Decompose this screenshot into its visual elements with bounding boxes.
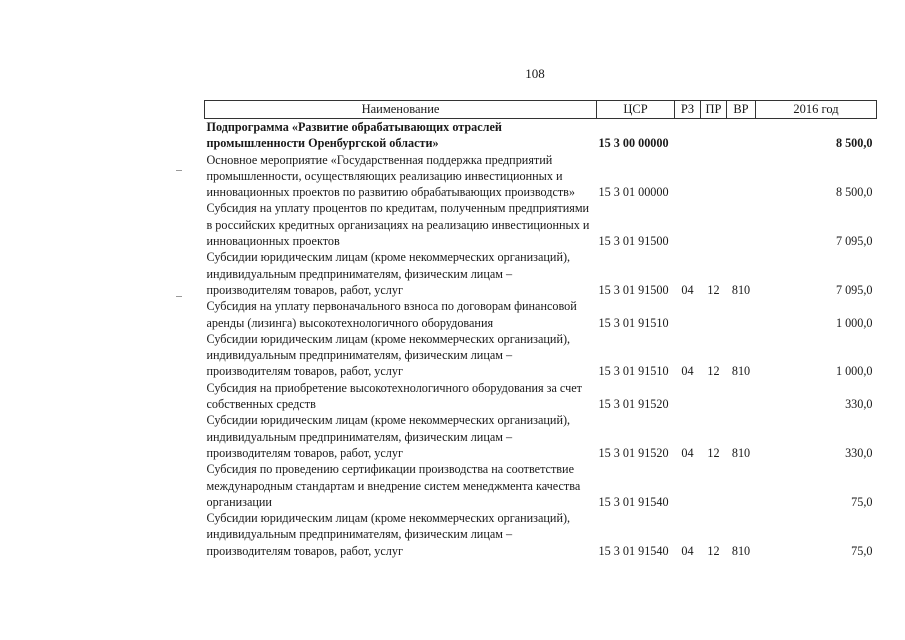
row-rz: 04 — [681, 543, 694, 558]
row-amount: 8 500,0 — [835, 136, 873, 151]
budget-table — [204, 100, 877, 559]
row-vr: 810 — [731, 282, 751, 297]
table-row — [205, 412, 877, 461]
row-name: Субсидии юридическим лицам (кроме некоммерческих организаций), индивидуальным предпринимателям, физическим лицам – производителям товаров, работ, услуг — [206, 511, 571, 558]
table-row — [205, 249, 877, 298]
row-rz — [675, 461, 701, 510]
row-rz: 04 — [681, 282, 694, 297]
row-amount: 330,0 — [845, 397, 873, 412]
row-pr: 12 — [707, 364, 720, 379]
table-row — [205, 298, 877, 331]
row-csr: 15 3 01 91500 — [598, 282, 669, 297]
row-csr: 15 3 01 91540 — [598, 494, 669, 509]
header-name: Наименование — [205, 101, 597, 119]
row-csr: 15 3 00 00000 — [598, 136, 669, 151]
row-rz — [675, 152, 701, 201]
row-pr: 12 — [707, 543, 720, 558]
table-row — [205, 461, 877, 510]
table-row — [205, 510, 877, 559]
row-name: Субсидия на уплату первоначального взноса по договорам финансовой аренды (лизинга) высокотехнологичного оборудования — [206, 299, 577, 330]
row-csr: 15 3 01 91510 — [598, 364, 669, 379]
row-csr: 15 3 01 91520 — [598, 397, 669, 412]
table-row — [205, 152, 877, 201]
table-row — [205, 200, 877, 249]
row-pr: 12 — [707, 445, 720, 460]
row-pr — [701, 200, 727, 249]
header-rz: РЗ — [675, 101, 701, 119]
row-pr: 12 — [707, 282, 720, 297]
row-csr: 15 3 01 91510 — [598, 315, 669, 330]
row-vr: 810 — [731, 445, 751, 460]
row-name: Основное мероприятие «Государственная поддержка предприятий промышленности, осуществляющих реализацию инвестиционных и инновационных проектов по развитию обрабатывающих производств» — [206, 152, 576, 200]
row-vr: 810 — [731, 543, 751, 558]
row-vr — [727, 380, 756, 413]
row-csr: 15 3 01 91520 — [598, 445, 669, 460]
row-pr — [701, 298, 727, 331]
header-year: 2016 год — [756, 101, 877, 119]
row-csr: 15 3 01 91500 — [598, 234, 669, 249]
header-csr: ЦСР — [597, 101, 675, 119]
row-rz — [675, 200, 701, 249]
row-vr — [727, 152, 756, 201]
row-name: Субсидии юридическим лицам (кроме некоммерческих организаций), индивидуальным предпринимателям, физическим лицам – производителям товаров, работ, услуг — [206, 250, 571, 297]
row-amount: 330,0 — [845, 445, 873, 460]
table-row — [205, 331, 877, 380]
row-rz — [675, 119, 701, 152]
row-rz: 04 — [681, 445, 694, 460]
row-name: Субсидии юридическим лицам (кроме некоммерческих организаций), индивидуальным предпринимателям, физическим лицам – производителям товаров, работ, услуг — [206, 331, 571, 379]
row-name: Субсидия на уплату процентов по кредитам, полученным предприятиями в российских кредитных организациях на реализацию инвестиционных и инновационных проектов — [206, 201, 590, 249]
row-vr — [727, 200, 756, 249]
row-amount: 1 000,0 — [835, 364, 873, 379]
header-vr: ВР — [727, 101, 756, 119]
page-number: 108 — [525, 66, 545, 81]
row-amount: 75,0 — [851, 543, 873, 558]
scan-mark — [176, 170, 182, 171]
table-row — [205, 119, 877, 152]
row-name: Подпрограмма «Развитие обрабатывающих отраслей промышленности Оренбургской области» — [206, 120, 502, 151]
row-csr: 15 3 01 91540 — [598, 543, 669, 558]
row-pr — [701, 380, 727, 413]
header-pr: ПР — [701, 101, 727, 119]
table-row — [205, 380, 877, 413]
row-pr — [701, 461, 727, 510]
row-rz — [675, 380, 701, 413]
row-rz — [675, 298, 701, 331]
row-vr: 810 — [731, 364, 751, 379]
row-amount: 1 000,0 — [835, 315, 873, 330]
row-amount: 8 500,0 — [835, 185, 873, 200]
row-vr — [727, 119, 756, 152]
row-amount: 7 095,0 — [835, 282, 873, 297]
budget-table-container — [204, 100, 876, 559]
row-vr — [727, 298, 756, 331]
row-name: Субсидия по проведению сертификации производства на соответствие международным стандартам и внедрение систем менеджмента качества организации — [206, 462, 581, 509]
row-name: Субсидии юридическим лицам (кроме некоммерческих организаций), индивидуальным предпринимателям, физическим лицам – производителям товаров, работ, услуг — [206, 413, 571, 460]
row-pr — [701, 119, 727, 152]
row-pr — [701, 152, 727, 201]
row-amount: 7 095,0 — [835, 234, 873, 249]
row-rz: 04 — [681, 364, 694, 379]
scan-mark — [176, 296, 182, 297]
row-amount: 75,0 — [851, 494, 873, 509]
row-vr — [727, 461, 756, 510]
table-header-row — [205, 101, 877, 119]
row-name: Субсидия на приобретение высокотехнологичного оборудования за счет собственных средств — [206, 380, 582, 412]
row-csr: 15 3 01 00000 — [598, 185, 669, 200]
